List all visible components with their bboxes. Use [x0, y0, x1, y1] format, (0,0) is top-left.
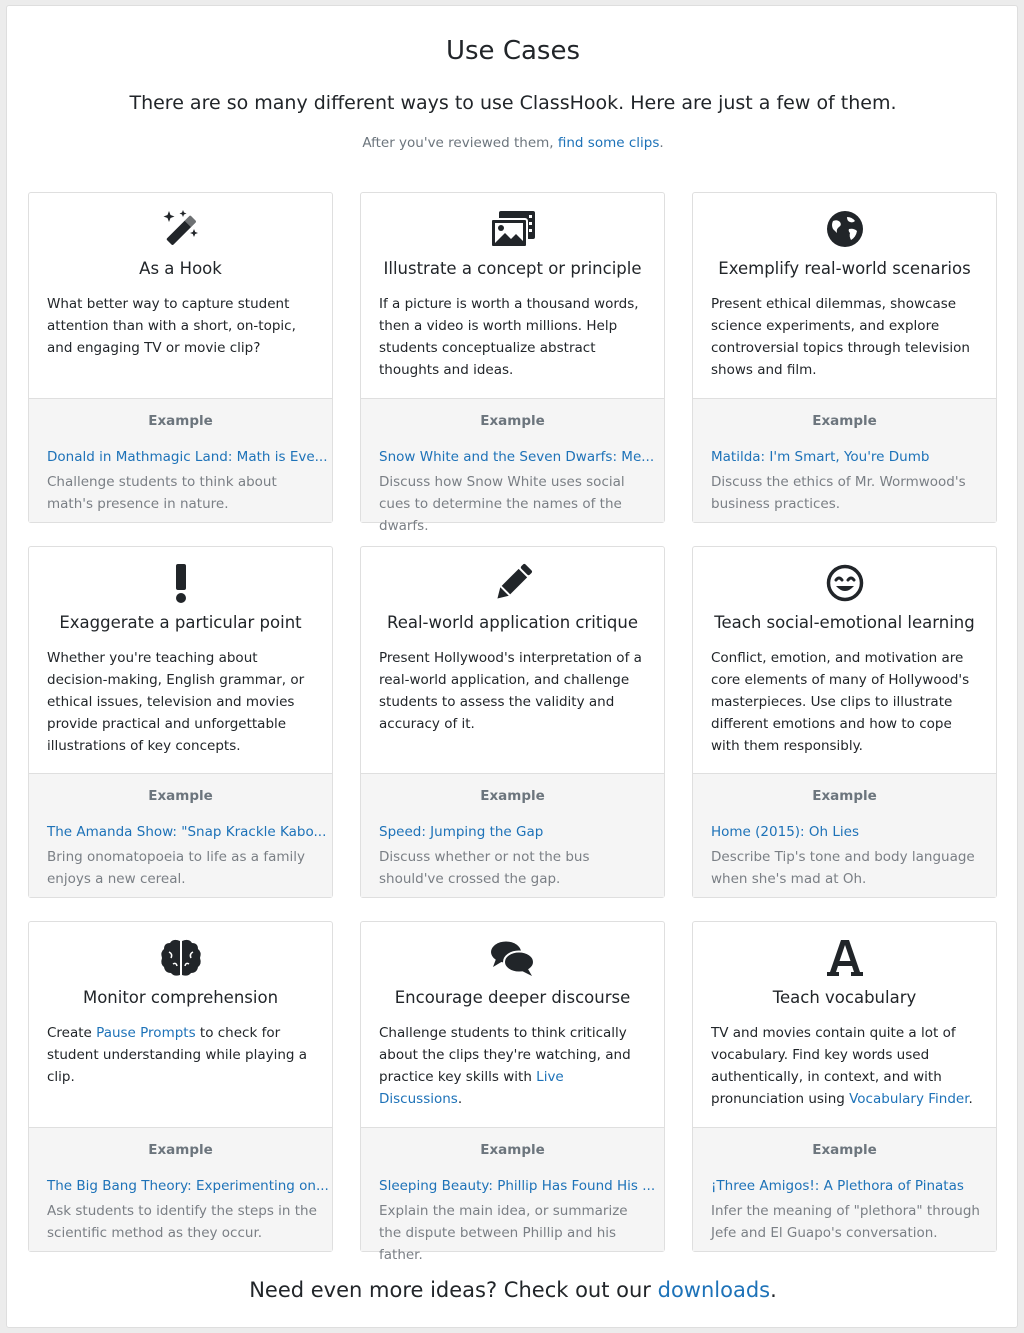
- comments-icon: [361, 938, 664, 978]
- card-example-section: [361, 398, 664, 534]
- intro-note-prefix: After you've reviewed them,: [362, 135, 558, 151]
- example-link[interactable]: Matilda: I'm Smart, You're Dumb: [711, 449, 930, 465]
- example-link[interactable]: The Amanda Show: "Snap Krackle Kabo...: [47, 824, 327, 840]
- footer-cta: [7, 1278, 1019, 1302]
- example-link[interactable]: Sleeping Beauty: Phillip Has Found His ...: [379, 1178, 656, 1194]
- example-link[interactable]: Speed: Jumping the Gap: [379, 824, 544, 840]
- intro-note: [7, 135, 1019, 151]
- example-description: Challenge students to think about math's presence in nature.: [47, 474, 277, 512]
- live-discussions-link[interactable]: Live Discussions: [379, 1069, 564, 1107]
- example-description: Bring onomatopoeia to life as a family enjoys a new cereal.: [47, 849, 306, 887]
- desc-text: TV and movies contain quite a lot of vocabulary. Find key words used authentically, in context, and with pronunciation using: [711, 1025, 956, 1107]
- example-description: Ask students to identify the steps in the scientific method as they occur.: [47, 1203, 317, 1241]
- card-title: Monitor comprehension: [82, 988, 279, 1007]
- downloads-link[interactable]: downloads: [657, 1278, 771, 1302]
- example-description: Discuss how Snow White uses social cues to determine the names of the dwarfs.: [379, 474, 625, 534]
- example-link[interactable]: Home (2015): Oh Lies: [711, 824, 859, 840]
- card-title: Exemplify real-world scenarios: [718, 259, 971, 278]
- example-heading: Example: [148, 413, 213, 429]
- card-description: [47, 1022, 319, 1088]
- card-description: Present ethical dilemmas, showcase science experiments, and explore controversial topics through television shows and film.: [711, 296, 970, 378]
- use-case-card-discourse: [360, 921, 665, 1263]
- card-title: Real-world application critique: [386, 613, 639, 632]
- card-title: Teach vocabulary: [772, 988, 917, 1007]
- example-heading: Example: [148, 1142, 213, 1158]
- page-subtitle: There are so many different ways to use ClassHook. Here are just a few of them.: [129, 92, 897, 114]
- use-case-card-real-world: [692, 192, 997, 523]
- use-case-card-vocabulary: [692, 921, 997, 1252]
- example-heading: Example: [480, 788, 545, 804]
- example-heading: Example: [480, 413, 545, 429]
- use-case-card-comprehension: [28, 921, 333, 1252]
- use-case-card-sel: [692, 546, 997, 898]
- desc-text: .: [968, 1091, 973, 1107]
- example-link[interactable]: The Big Bang Theory: Experimenting on...: [47, 1178, 329, 1194]
- card-description: What better way to capture student attention than with a short, on-topic, and engaging TV or movie clip?: [47, 296, 296, 356]
- example-heading: Example: [812, 788, 877, 804]
- card-description: Whether you're teaching about decision-making, English grammar, or ethical issues, television and movies provide practical and unforgettable illustrations of key concepts.: [47, 650, 305, 754]
- example-heading: Example: [148, 788, 213, 804]
- exclamation-icon: [29, 563, 332, 603]
- card-example-section: [361, 773, 664, 897]
- card-description: If a picture is worth a thousand words, then a video is worth millions. Help students conceptualize abstract thoughts and ideas.: [379, 296, 639, 378]
- example-heading: Example: [812, 1142, 877, 1158]
- desc-text: to check for student understanding while playing a clip.: [47, 1025, 308, 1085]
- example-description: Discuss the ethics of Mr. Wormwood's business practices.: [711, 474, 966, 512]
- pencil-icon: [361, 563, 664, 603]
- magic-wand-icon: [29, 209, 332, 249]
- card-description: Conflict, emotion, and motivation are core elements of many of Hollywood's masterpieces. Use clips to illustrate different emotions and how to cope with them responsibly.: [711, 650, 970, 754]
- card-example-section: [693, 1127, 996, 1251]
- footer-text: .: [770, 1278, 777, 1302]
- card-title: Encourage deeper discourse: [394, 988, 631, 1007]
- desc-text: Challenge students to think critically about the clips they're watching, and practice key skills with: [379, 1025, 631, 1085]
- use-case-card-hook: [28, 192, 333, 523]
- images-icon: [361, 209, 664, 249]
- desc-text: .: [457, 1091, 463, 1107]
- card-title: Exaggerate a particular point: [59, 613, 302, 632]
- card-example-section: [29, 398, 332, 522]
- footer-text: Need even more ideas? Check out our: [249, 1278, 658, 1302]
- card-example-section: [29, 1127, 332, 1251]
- page-title: Use Cases: [445, 36, 580, 66]
- card-description: Present Hollywood's interpretation of a real-world application, and challenge students to assess the validity and accuracy of it.: [379, 650, 642, 732]
- find-clips-link[interactable]: find some clips: [557, 135, 660, 151]
- card-example-section: [693, 773, 996, 897]
- example-description: Discuss whether or not the bus should've crossed the gap.: [379, 849, 590, 887]
- brain-icon: [29, 938, 332, 978]
- example-description: Infer the meaning of "plethora" through Jefe and El Guapo's conversation.: [711, 1203, 980, 1241]
- card-title: Teach social-emotional learning: [714, 613, 975, 632]
- card-description: [379, 1022, 651, 1110]
- card-title: As a Hook: [139, 259, 222, 278]
- example-link[interactable]: Donald in Mathmagic Land: Math is Eve...: [47, 449, 328, 465]
- use-case-card-illustrate: [360, 192, 665, 534]
- example-link[interactable]: Snow White and the Seven Dwarfs: Me...: [379, 449, 655, 465]
- pause-prompts-link[interactable]: Pause Prompts: [96, 1025, 196, 1041]
- card-example-section: [693, 398, 996, 522]
- use-case-card-critique: [360, 546, 665, 898]
- card-title: Illustrate a concept or principle: [383, 259, 642, 278]
- example-link[interactable]: ¡Three Amigos!: A Plethora of Pinatas: [711, 1178, 964, 1194]
- use-cases-panel: [6, 5, 1018, 1328]
- example-heading: Example: [812, 413, 877, 429]
- example-description: Explain the main idea, or summarize the dispute between Phillip and his father.: [379, 1203, 628, 1263]
- vocabulary-finder-link[interactable]: Vocabulary Finder: [849, 1091, 969, 1107]
- intro-note-suffix: .: [659, 135, 664, 151]
- desc-text: Create: [47, 1025, 97, 1041]
- globe-icon: [693, 209, 996, 249]
- use-case-card-exaggerate: [28, 546, 333, 898]
- example-description: Describe Tip's tone and body language when she's mad at Oh.: [711, 849, 975, 887]
- card-description: [711, 1022, 983, 1110]
- card-example-section: [29, 773, 332, 897]
- smile-icon: [693, 563, 996, 603]
- example-heading: Example: [480, 1142, 545, 1158]
- card-example-section: [361, 1127, 664, 1263]
- font-a-icon: [693, 938, 996, 978]
